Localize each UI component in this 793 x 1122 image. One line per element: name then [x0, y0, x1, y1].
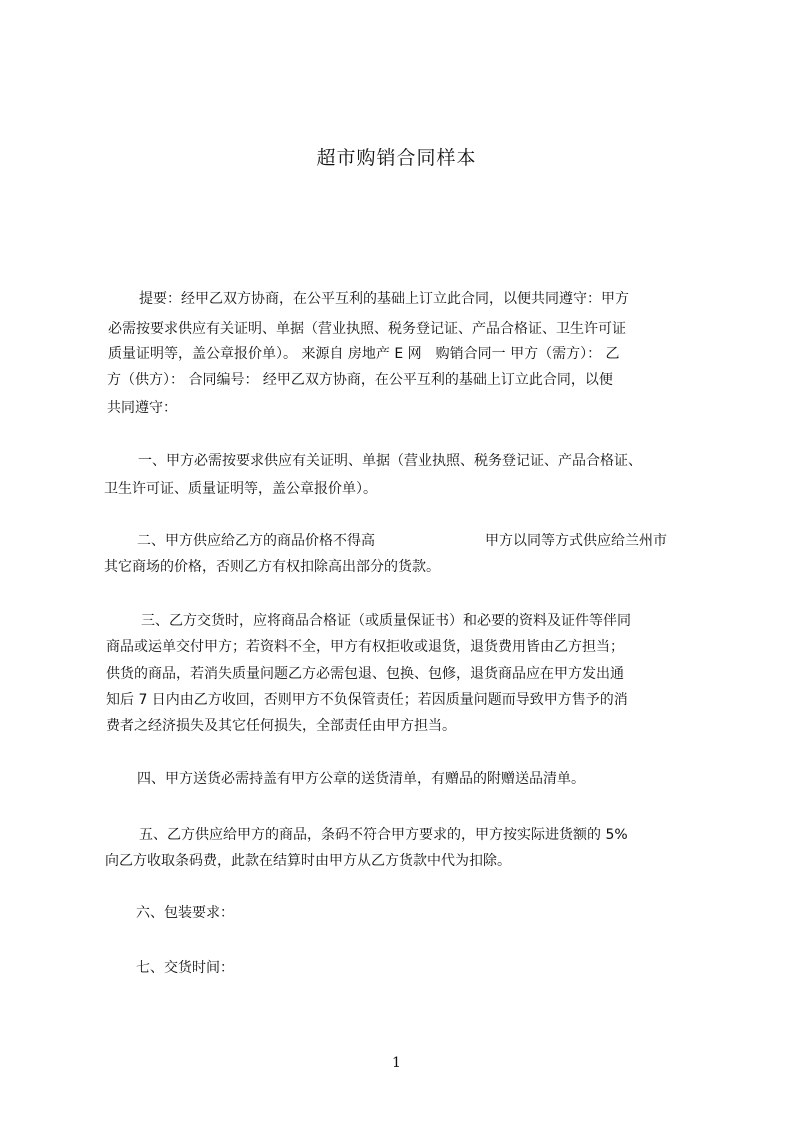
summary-line: 提要：经甲乙双方协商，在公平互利的基础上订立此合同，以便共同遵守：甲方 [139, 291, 629, 307]
clause-line: 其它商场的价格，否则乙方有权扣除高出部分的货款。 [104, 559, 440, 575]
clause-line: 卫生许可证、质量证明等，盖公章报价单）。 [104, 481, 377, 497]
clause-line: 七、交货时间： [136, 960, 234, 976]
clause-line: 六、包装要求： [136, 905, 234, 921]
summary-line: 必需按要求供应有关证明、单据（营业执照、税务登记证、产品合格证、卫生许可证 [108, 321, 626, 337]
summary-line: 方（供方）： 合同编号： 经甲乙双方协商，在公平互利的基础上订立此合同，以便 [107, 372, 613, 388]
clause-line: 知后 7 日内由乙方收回，否则甲方不负保管责任；若因质量问题而导致甲方售予的消 [106, 692, 628, 708]
clause-line: 一、甲方必需按要求供应有关证明、单据（营业执照、税务登记证、产品合格证、 [138, 453, 642, 469]
clause-line: 甲方以同等方式供应给兰州市 [485, 533, 667, 549]
clause-line: 商品或运单交付甲方；若资料不全，甲方有权拒收或退货，退货费用皆由乙方担当； [106, 639, 624, 655]
clause-line: 供货的商品，若消失质量问题乙方必需包退、包换、包修，退货商品应在甲方发出通 [106, 666, 624, 682]
clause-line: 五、乙方供应给甲方的商品，条码不符合甲方要求的，甲方按实际进货额的 5% [139, 827, 628, 843]
clause-line: 向乙方收取条码费，此款在结算时由甲方从乙方货款中代为扣除。 [105, 853, 511, 869]
summary-line: 共同遵守： [107, 400, 177, 416]
clause-line: 费者之经济损失及其它任何损失，全部责任由甲方担当。 [106, 718, 456, 734]
summary-line: 质量证明等，盖公章报价单）。 来源自 房地产 E 网 购销合同一 甲方（需方）： 乙 [108, 346, 620, 362]
clause-line: 四、甲方送货必需持盖有甲方公章的送货清单，有赠品的附赠送品清单。 [137, 771, 585, 787]
clause-line: 三、乙方交货时，应将商品合格证（或质量保证书）和必要的资料及证件等伴同 [141, 613, 631, 629]
document-title: 超市购销合同样本 [316, 147, 477, 169]
page-number: 1 [392, 1055, 401, 1071]
clause-line: 二、甲方供应给乙方的商品价格不得高 [137, 533, 375, 549]
